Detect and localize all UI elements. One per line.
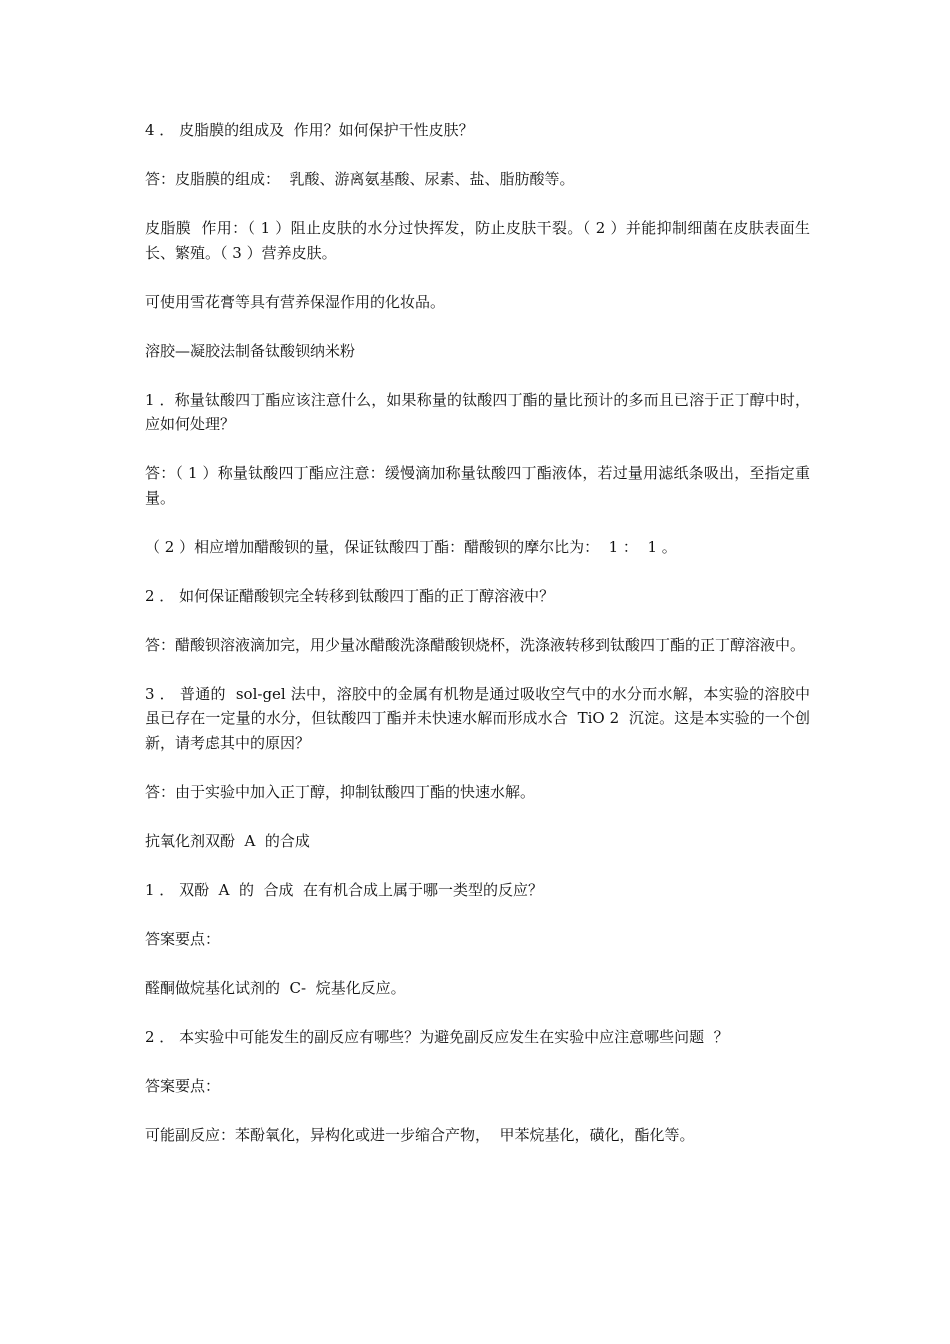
answer-reaction-type: 醛酮做烷基化试剂的 C- 烷基化反应。 [145, 978, 406, 997]
answer-key-points-label: 答案要点： [145, 929, 221, 948]
answer-transfer: 答：醋酸钡溶液滴加完，用少量冰醋酸洗涤醋酸钡烧杯，洗涤液转移到钛酸四丁酯的正丁醇溶液中。 [145, 635, 806, 654]
question-sebum-membrane: 4 ． 皮脂膜的组成及 作用？如何保护干性皮肤？ [145, 121, 474, 139]
answer-side-reactions: 可能副反应：苯酚氧化，异构化或进一步缩合产物， 甲苯烷基化，磺化，酯化等。 [145, 1125, 695, 1144]
answer-sebum-function: 皮脂膜 作用：（ 1 ）阻止皮肤的水分过快挥发，防止皮肤干裂。（ 2 ）并能抑制细菌在皮肤表面生长、繁殖。（ 3 ）营养皮肤。 [145, 219, 810, 262]
question-reaction-type: 1 ． 双酚 A 的 合成 在有机合成上属于哪一类型的反应？ [145, 880, 544, 899]
question-sol-gel: 3 ． 普通的 sol-gel 法中，溶胶中的金属有机物是通过吸收空气中的水分而水解，本实验的溶胶中虽已存在一定量的水分，但钛酸四丁酯并未快速水解而形成水合 TiO 2 沉淀。这是本实验的一个创新，请考虑其中的原因？ [145, 684, 810, 752]
answer-sol-gel: 答：由于实验中加入正丁醇，抑制钛酸四丁酯的快速水解。 [145, 782, 536, 801]
answer-dry-skin-care: 可使用雪花膏等具有营养保湿作用的化妆品。 [145, 292, 446, 311]
question-side-reactions: 2 ． 本实验中可能发生的副反应有哪些？为避免副反应发生在实验中应注意哪些问题 ？ [145, 1027, 729, 1046]
question-weighing: 1 ．称量钛酸四丁酯应该注意什么，如果称量的钛酸四丁酯的量比预计的多而且已溶于正丁醇中时，应如何处理？ [145, 390, 810, 433]
document-body [145, 118, 810, 1172]
section-title-bisphenol-a: 抗氧化剂双酚 A 的合成 [145, 831, 310, 850]
answer-weighing-1: 答：（ 1 ）称量钛酸四丁酯应注意：缓慢滴加称量钛酸四丁酯液体，若过量用滤纸条吸出，至指定重量。 [145, 464, 810, 507]
section-title-barium-titanate: 溶胶—凝胶法制备钛酸钡纳米粉 [145, 341, 356, 360]
answer-sebum-composition: 答：皮脂膜的组成： 乳酸、游离氨基酸、尿素、盐、脂肪酸等。 [145, 170, 575, 188]
answer-key-points-label: 答案要点： [145, 1076, 221, 1095]
question-transfer: 2 ． 如何保证醋酸钡完全转移到钛酸四丁酯的正丁醇溶液中？ [145, 586, 555, 605]
answer-weighing-2: （ 2 ）相应增加醋酸钡的量，保证钛酸四丁酯：醋酸钡的摩尔比为： 1 ： 1 。 [145, 537, 677, 556]
